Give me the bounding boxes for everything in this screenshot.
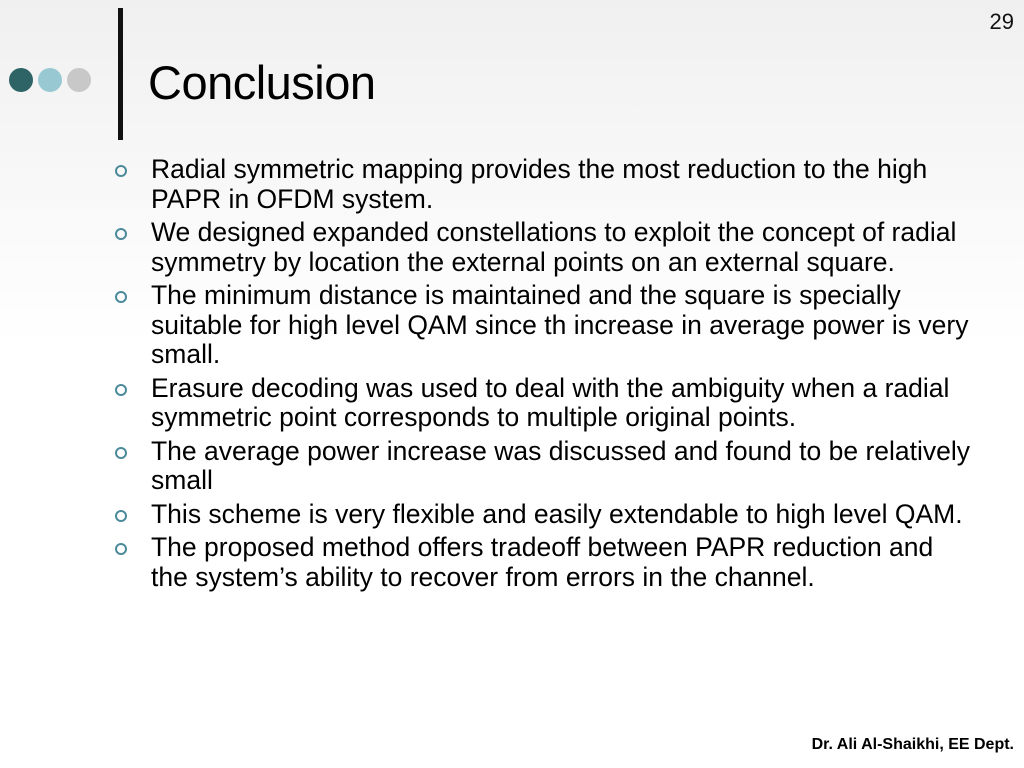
footer-author: Dr. Ali Al-Shaikhi, EE Dept.: [811, 736, 1014, 753]
bullet-ring-icon: [115, 510, 127, 522]
bullet-ring-icon: [115, 384, 127, 396]
bullet-item: [114, 437, 974, 496]
bullet-text: Radial symmetric mapping provides the most reduction to the high PAPR in OFDM system.: [151, 154, 928, 214]
slide-number: 29: [989, 9, 1014, 34]
dot-dark-icon: [9, 68, 33, 92]
bullet-item: [114, 374, 974, 433]
bullet-text: The minimum distance is maintained and the square is specially suitable for high level QAM since th increase in average power is very small.: [151, 280, 969, 369]
bullet-text: The proposed method offers tradeoff between PAPR reduction and the system’s ability to recover from errors in the channel.: [151, 532, 934, 592]
bullet-ring-icon: [115, 543, 127, 555]
bullet-ring-icon: [115, 165, 127, 177]
slide-title: Conclusion: [148, 56, 376, 109]
bullet-item: [114, 533, 974, 592]
decorative-dots: [9, 68, 91, 92]
title-divider: [118, 8, 123, 140]
bullet-item: [114, 218, 974, 277]
bullet-ring-icon: [115, 291, 127, 303]
bullet-text: The average power increase was discussed and found to be relatively small: [151, 435, 971, 495]
bullet-text: This scheme is very flexible and easily extendable to high level QAM.: [151, 498, 963, 529]
bullet-item: [114, 155, 974, 214]
bullet-item: [114, 281, 974, 370]
dot-light-blue-icon: [38, 68, 62, 92]
bullet-ring-icon: [115, 447, 127, 459]
dot-gray-icon: [67, 68, 91, 92]
bullet-ring-icon: [115, 228, 127, 240]
bullet-text: We designed expanded constellations to exploit the concept of radial symmetry by location the external points on an external square.: [151, 217, 957, 277]
bullet-list: [114, 155, 974, 596]
bullet-item: [114, 500, 974, 530]
bullet-text: Erasure decoding was used to deal with the ambiguity when a radial symmetric point corresponds to multiple original points.: [151, 372, 950, 432]
